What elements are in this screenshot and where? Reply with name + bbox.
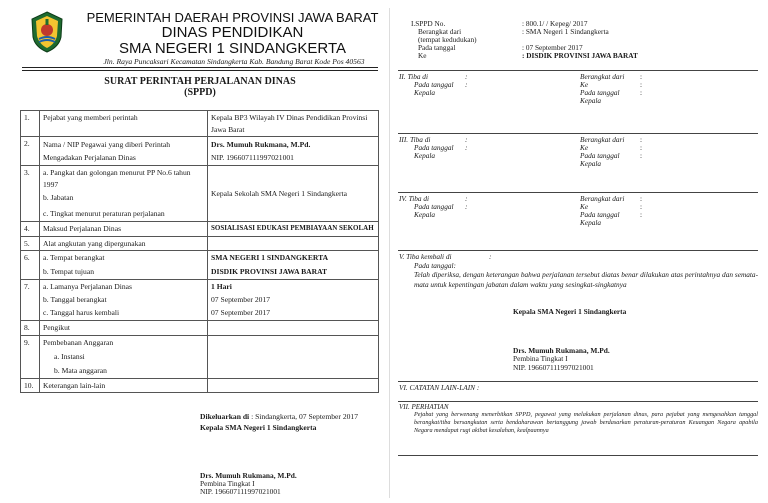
section-v-colon: : xyxy=(489,252,492,261)
row-value xyxy=(208,321,379,336)
row-number: 2. xyxy=(21,137,40,166)
row-value xyxy=(208,236,379,251)
header-address: Jln. Raya Puncaksari Kecamatan Sindangkerta Kab. Bandung Barat Kode Pos 40563 xyxy=(103,57,365,66)
sppd-number-value: : 800.1/ / Kepeg/ 2017 xyxy=(522,19,588,28)
section-iii-date: Pada tanggal xyxy=(414,143,454,152)
row-number: 8. xyxy=(21,321,40,336)
section-iii-date-right: Pada tanggal xyxy=(580,151,620,160)
colon: : xyxy=(640,151,643,160)
sub-label: a. Tempat berangkat xyxy=(43,253,105,262)
departure-place: SMA NEGERI 1 SINDANGKERTA xyxy=(211,253,329,262)
section-vi-title: VI. CATATAN LAIN-LAIN : xyxy=(399,383,480,392)
row-number: 5. xyxy=(21,236,40,251)
section-v-signer-name: Drs. Mumuh Rukmana, M.Pd. xyxy=(513,346,610,355)
domicile-label: (tempat kedudukan) xyxy=(418,35,477,44)
sub-label: a. Pangkat dan golongan menurut PP No.6 tahun 1997 xyxy=(43,168,191,189)
section-ii-arrival: II. Tiba di xyxy=(399,72,428,81)
issued-line xyxy=(200,412,358,422)
table-row xyxy=(21,321,379,336)
row-number: 4. xyxy=(21,222,40,237)
section-iv-depart: Berangkat dari xyxy=(580,194,625,203)
section-iii-date-colon: : xyxy=(465,143,468,152)
date-label: Pada tanggal xyxy=(418,43,456,52)
section-vii-title: VII. PERHATIAN xyxy=(399,403,449,411)
government-logo xyxy=(30,11,64,53)
section-divider xyxy=(398,192,758,193)
row-label xyxy=(40,166,208,222)
table-row xyxy=(21,251,379,280)
destination-value: : DISDIK PROVINSI JAWA BARAT xyxy=(522,51,638,60)
return-date-value: 07 September 2017 xyxy=(211,308,271,317)
document-subtitle: (SPPD) xyxy=(184,87,216,98)
row-label xyxy=(40,335,208,378)
section-iii-head: Kepala xyxy=(414,151,436,160)
sub-label: a. Instansi xyxy=(54,351,85,361)
table-row xyxy=(21,378,379,393)
destination-label: Ke xyxy=(418,51,427,60)
section-ii-date-right: Pada tanggal xyxy=(580,88,620,97)
depart-date-value: 07 September 2017 xyxy=(211,295,271,304)
section-ii-date-colon: : xyxy=(465,80,468,89)
row-label: Nama / NIP Pegawai yang diberi Perintah Mengadakan Perjalanan Dinas xyxy=(40,137,208,166)
date-value: : 07 September 2017 xyxy=(522,43,583,52)
section-ii-to: Ke xyxy=(580,80,589,89)
row-label: Pejabat yang memberi perintah xyxy=(40,111,208,137)
section-divider xyxy=(398,381,758,382)
section-divider xyxy=(398,455,758,456)
depart-from-value: : SMA Negeri 1 Sindangkerta xyxy=(522,27,609,36)
row-number: 6. xyxy=(21,251,40,280)
section-divider xyxy=(398,133,758,134)
section-iv-head: Kepala xyxy=(414,210,436,219)
section-v-return: V. Tiba kembali di xyxy=(399,252,452,261)
section-iv-date: Pada tanggal xyxy=(414,202,454,211)
document-title: SURAT PERINTAH PERJALANAN DINAS xyxy=(104,76,296,87)
sub-label: Pembebanan Anggaran xyxy=(43,337,114,347)
issued-place-date: : Sindangkerta, 07 September 2017 xyxy=(251,412,359,421)
section-ii-colon: : xyxy=(465,72,468,81)
section-iii-head-right: Kepala xyxy=(580,159,602,168)
colon: : xyxy=(640,194,643,203)
traveler-name: Drs. Mumuh Rukmana, M.Pd. xyxy=(211,140,311,149)
depart-from-label: Berangkat dari xyxy=(418,27,462,36)
sub-label: b. Tempat tujuan xyxy=(43,267,94,276)
row-number: 3. xyxy=(21,166,40,222)
sub-label: c. Tanggal harus kembali xyxy=(43,308,120,317)
section-v-statement: Telah diperiksa, dengan keterangan bahwa perjalanan tersebut diatas benar dilakukan atas perintahnya dan semata-mata untuk kepentingan jabatan dalam waktu yang sesingkat-singkatnya xyxy=(414,270,758,289)
header-line-2: DINAS PENDIDIKAN xyxy=(161,24,304,41)
header-line-3: SMA NEGERI 1 SINDANGKERTA xyxy=(119,40,346,57)
section-vii-text: Pejabat yang berwenang menerbitkan SPPD, pegawai yang melakukan perjalanan dinas, para pejabat yang mengesahkan tanggal berangkat/tiba bersangkutan serta bendaharawan bertanggung jawab berdasarkan peraturan-peraturan Keuangan Negara apabila Negara mendapat rugi akibat kesalahan, kealpaannya xyxy=(414,411,758,434)
row-label: Pengikut xyxy=(40,321,208,336)
row-number: 7. xyxy=(21,280,40,321)
header-divider xyxy=(22,67,378,68)
colon: : xyxy=(640,88,643,97)
header-divider-thin xyxy=(22,70,378,71)
sub-label: a. Lamanya Perjalanan Dinas xyxy=(43,282,132,291)
issued-signer-name: Drs. Mumuh Rukmana, M.Pd. xyxy=(200,471,297,480)
section-ii-head: Kepala xyxy=(414,88,436,97)
sub-label: b. Mata anggaran xyxy=(54,365,107,375)
section-iv-date-colon: : xyxy=(465,202,468,211)
section-divider xyxy=(398,401,758,402)
table-row xyxy=(21,236,379,251)
duration-value: 1 Hari xyxy=(211,282,232,291)
sub-label: c. Tingkat menurut peraturan perjalanan xyxy=(43,209,165,218)
colon: : xyxy=(640,135,643,144)
row-number: 1. xyxy=(21,111,40,137)
section-v-role: Kepala SMA Negeri 1 Sindangkerta xyxy=(513,307,627,316)
colon: : xyxy=(640,210,643,219)
section-iii-arrival: III. Tiba di xyxy=(399,135,431,144)
section-iv-colon: : xyxy=(465,194,468,203)
header-line-1: PEMERINTAH DAERAH PROVINSI JAWA BARAT xyxy=(86,10,379,25)
colon: : xyxy=(640,80,643,89)
section-ii-depart: Berangkat dari xyxy=(580,72,625,81)
colon: : xyxy=(640,72,643,81)
traveler-nip: NIP. 196607111997021001 xyxy=(211,153,294,162)
issued-signer-rank: Pembina Tingkat I xyxy=(200,479,255,488)
colon: : xyxy=(640,143,643,152)
sppd-number-label: I.SPPD No. xyxy=(411,19,446,28)
row-number: 9. xyxy=(21,335,40,378)
row-value xyxy=(208,251,379,280)
section-v-signer-rank: Pembina Tingkat I xyxy=(513,354,568,363)
destination-place: DISDIK PROVINSI JAWA BARAT xyxy=(211,267,328,276)
section-ii-date: Pada tanggal xyxy=(414,80,454,89)
sub-label: b. Tanggal berangkat xyxy=(43,295,107,304)
table-row xyxy=(21,280,379,321)
issued-signer-nip: NIP. 196607111997021001 xyxy=(200,487,281,496)
section-v-signer-nip: NIP. 196607111997021001 xyxy=(513,363,594,372)
row-label: Keterangan lain-lain xyxy=(40,378,208,393)
section-iv-to: Ke xyxy=(580,202,589,211)
section-iv-date-right: Pada tanggal xyxy=(580,210,620,219)
row-value xyxy=(208,378,379,393)
issued-role: Kepala SMA Negeri 1 Sindangkerta xyxy=(200,423,317,432)
section-ii-head-right: Kepala xyxy=(580,96,602,105)
row-value: Kepala BP3 Wilayah IV Dinas Pendidikan Provinsi Jawa Barat xyxy=(208,111,379,137)
row-label xyxy=(40,251,208,280)
section-iii-to: Ke xyxy=(580,143,589,152)
section-iv-arrival: IV. Tiba di xyxy=(399,194,430,203)
colon: : xyxy=(640,202,643,211)
table-row xyxy=(21,137,379,166)
page-separator xyxy=(389,8,390,498)
section-divider xyxy=(398,70,758,71)
section-divider xyxy=(398,250,758,251)
issued-label: Dikeluarkan di xyxy=(200,412,250,421)
row-number: 10. xyxy=(21,378,40,393)
table-row xyxy=(21,222,379,237)
row-label: Maksud Perjalanan Dinas xyxy=(40,222,208,237)
section-iii-colon: : xyxy=(465,135,468,144)
section-v-date: Pada tanggal: xyxy=(414,261,456,270)
row-value xyxy=(208,280,379,321)
sppd-table xyxy=(20,110,379,393)
sub-label: b. Jabatan xyxy=(43,193,74,202)
section-iv-head-right: Kepala xyxy=(580,218,602,227)
row-value: SOSIALISASI EDUKASI PEMBIAYAAN SEKOLAH xyxy=(208,222,379,237)
table-row xyxy=(21,111,379,137)
table-row xyxy=(21,335,379,378)
row-label: Alat angkutan yang dipergunakan xyxy=(40,236,208,251)
row-value xyxy=(208,335,379,378)
row-value: Kepala Sekolah SMA Negeri 1 Sindangkerta xyxy=(208,166,379,222)
section-iii-depart: Berangkat dari xyxy=(580,135,625,144)
row-label xyxy=(40,280,208,321)
table-row xyxy=(21,166,379,222)
row-value xyxy=(208,137,379,166)
